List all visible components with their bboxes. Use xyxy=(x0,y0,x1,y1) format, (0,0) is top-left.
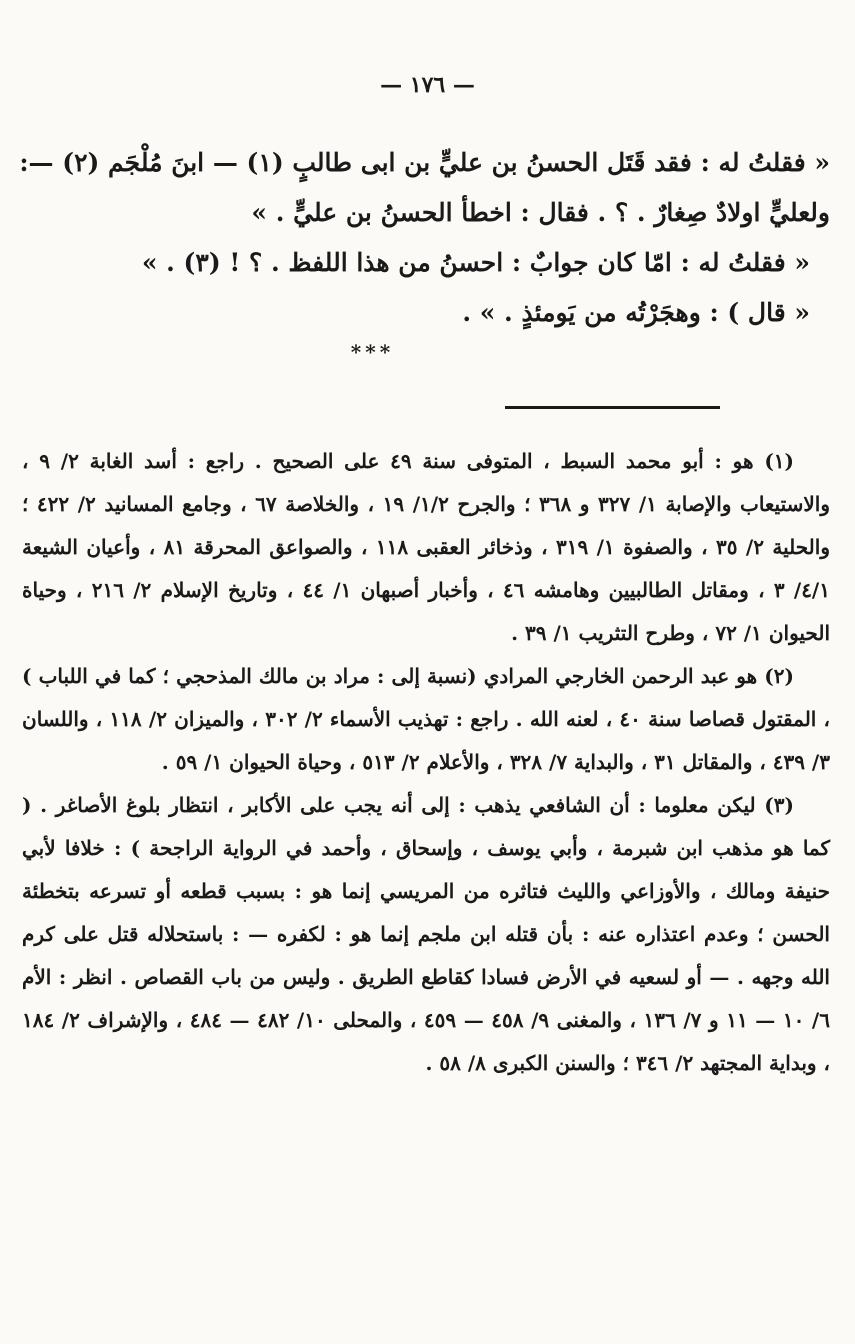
main-text xyxy=(19,138,830,338)
main-line: « فقلتُ له : امّا كان جوابٌ : احسنُ من هذا اللفظ . ؟ ! (٣) . » xyxy=(141,248,810,277)
page-number: — ١٧٦ — xyxy=(380,72,475,98)
footnote-1: (١) هو : أبو محمد السبط ، المتوفى سنة ٤٩ على الصحيح . راجع : أسد الغابة ٢/ ٩ ، والاستيعاب والإصابة ١/ ٣٢٧ و ٣٦٨ ؛ والجرح ١/٢/ ١٩ ، والخلاصة ٦٧ ، وجامع المسانيد ٢/ ٤٢٢ ؛ والحلية ٢/ ٣٥ ، والصفوة ١/ ٣١٩ ، وذخائر العقبى ١١٨ ، والصواعق المحرقة ٨١ ، وأعيان الشيعة ٤/١/ ٣ ، ومقاتل الطالبيين وهامشه ٤٦ ، وأخبار أصبهان ١/ ٤٤ ، وتاريخ الإسلام ٢/ ٢١٦ ، وحياة الحيوان ١/ ٧٢ ، وطرح التثريب ١/ ٣٩ . xyxy=(22,449,831,645)
footnote-2: (٢) هو عبد الرحمن الخارجي المرادي (نسبة إلى : مراد بن مالك المذحجي ؛ كما في اللباب ) ، المقتول قصاصا سنة ٤٠ ، لعنه الله . راجع : تهذيب الأسماء ٢/ ٣٠٢ ، والميزان ٢/ ١١٨ ، واللسان ٣/ ٤٣٩ ، والمقاتل ٣١ ، والبداية ٧/ ٣٢٨ ، والأعلام ٢/ ٥١٣ ، وحياة الحيوان ١/ ٥٩ . xyxy=(22,664,831,774)
footnotes xyxy=(22,440,830,1085)
footnote-divider xyxy=(505,406,720,409)
main-line: « قال ) : وهجَرْتُه من يَومئذٍ . » . xyxy=(462,298,810,327)
main-line: ولعليٍّ اولادٌ صِغارٌ . ؟ . فقال : اخطأ الحسنُ بن عليٍّ . » xyxy=(251,198,830,227)
main-line: « فقلتُ له : فقد قَتَل الحسنُ بن عليٍّ بن ابى طالبٍ (١) — ابنَ مُلْجَم (٢) —: xyxy=(19,148,830,177)
section-separator-stars: *** xyxy=(350,340,395,364)
footnote-3: (٣) ليكن معلوما : أن الشافعي يذهب : إلى أنه يجب على الأكابر ، انتظار بلوغ الأصاغر . ( كما هو مذهب ابن شبرمة ، وأبي يوسف ، وإسحاق ، وأحمد في الرواية الراجحة ) : خلافا لأبي حنيفة ومالك ، والأوزاعي والليث فتاثره من المريسي إنما هو : بسبب قطعه أو تسرعه بتخطئة الحسن ؛ وعدم اعتذاره عنه : بأن قتله ابن ملجم إنما هو : لكفره — : باستحلاله قتل على كرم الله وجهه . — أو لسعيه في الأرض فسادا كقاطع الطريق . وليس من باب القصاص . انظر : الأم ٦/ ١٠ — ١١ و ٧/ ١٣٦ ، والمغنى ٩/ ٤٥٨ — ٤٥٩ ، والمحلى ١٠/ ٤٨٢ — ٤٨٤ ، والإشراف ٢/ ١٨٤ ، وبداية المجتهد ٢/ ٣٤٦ ؛ والسنن الكبرى ٨/ ٥٨ . xyxy=(22,793,830,1075)
